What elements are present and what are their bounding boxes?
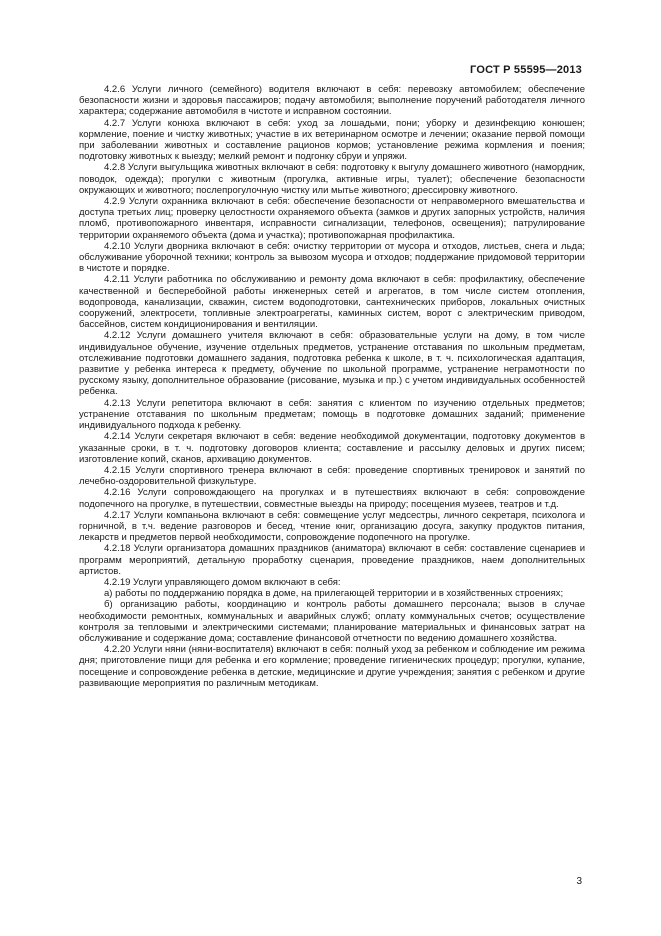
paragraph-4-2-11: 4.2.11 Услуги работника по обслуживанию и ремонту дома включают в себя: профилактику, обеспечение качественной и бесперебойной работы инженерных сетей и агрегатов, в том числе систем отопления, водопровода, канализации, скважин, систем водоподготовки, сантехнических приборов, локальных очистных сооружений, электросети, топливные электроагрегаты, каминных систем, ворот с электрическим приводом, бассейнов, систем кондиционирования и вентиляции. [79,274,585,331]
paragraph-4-2-13: 4.2.13 Услуги репетитора включают в себя: занятия с клиентом по изучению отдельных предметов; устранение отставания по школьным предметам; помощь в подготовке домашних заданий; применение индивидуального подхода к ребенку. [79,397,585,432]
paragraph-4-2-10: 4.2.10 Услуги дворника включают в себя: очистку территории от мусора и отходов, листьев, снега и льда; обслуживание уборочной техники; контроль за вывозом мусора и отходов; поддержание придомовой территории в чистоте и порядке. [79,240,585,275]
paragraph-4-2-19: 4.2.19 Услуги управляющего домом включают в себя: [104,576,341,588]
page-number: 3 [576,876,582,887]
paragraph-4-2-9: 4.2.9 Услуги охранника включают в себя: обеспечение безопасности от неправомерного вмешательства и доступа третьих лиц; проверку целостности охраняемого объекта (замков и других запорных устройств, наличия пломб, противопожарного инвентаря, исправности сигнализации, телефонов, освещения); патрулирование территории охраняемого объекта (дома и участка); противопожарная профилактика. [79,196,585,241]
paragraph-4-2-12: 4.2.12 Услуги домашнего учителя включают в себя: образовательные услуги на дому, в том числе индивидуальное обучение, изучение отдельных предметов, устранение отставания по школьным предметам, отслеживание подготовки домашнего задания, подготовка ребенка к школе, в т. ч. психологическая адаптация, развитие у ребенка интереса к предмету, обучение по школьной программе, устранение неграмотности по русскому языку, дополнительное образование (рисование, музыка и пр.) с учетом индивидуальных особенностей ребенка. [79,330,585,398]
paragraph-4-2-15: 4.2.15 Услуги спортивного тренера включают в себя: проведение спортивных тренировок и занятий по лечебно-оздоровительной физкультуре. [79,464,585,488]
paragraph-4-2-8: 4.2.8 Услуги выгульщика животных включают в себя: подготовку к выгулу домашнего животного (намордник, поводок, одежда); прогулки с животным (прогулка, активные игры, туалет); обеспечение безопасности окружающих и животного; послепрогулочную чистку или мытье животного; дрессировку животного. [79,162,585,196]
paragraph-4-2-14: 4.2.14 Услуги секретаря включают в себя: ведение необходимой документации, подготовку документов в указанные сроки, в т. ч. подготовку договоров клиента; составление и рассылку деловых и других писем; изготовление копий, сканов, архивацию документов. [79,431,585,465]
paragraph-4-2-6: 4.2.6 Услуги личного (семейного) водителя включают в себя: перевозку автомобилем; обеспечение безопасности жизни и здоровья пассажиров; подачу автомобиля; выполнение поручений работодателя личного характера; содержание автомобиля в чистоте и исправном состоянии. [79,84,585,118]
document-header: ГОСТ Р 55595—2013 [470,64,582,76]
list-item-b: б) организацию работы, координацию и контроль работы домашнего персонала; вызов в случае необходимости ремонтных, коммунальных и аварийных служб; оплату коммунальных счетов; осуществление контроля за тепловыми и электрическими системами; планирование материальных и финансовых затрат на обслуживание и содержание дома; составление финансовой отчетности по ведению домашнего хозяйства. [79,599,585,644]
list-item-a: а) работы по поддержанию порядка в доме, на прилегающей территории и в хозяйственных строениях; [104,588,564,600]
paragraph-4-2-20: 4.2.20 Услуги няни (няни-воспитателя) включают в себя: полный уход за ребенком и соблюдение им режима дня; приготовление пищи для ребенка и его кормление; проведение гигиенических процедур; прогулки, купание, посещение и сопровождение ребенка в детские, медицинские и другие учреждения; занятия с ребенком и другие развивающие мероприятия по различным методикам. [79,644,585,689]
paragraph-4-2-17: 4.2.17 Услуги компаньона включают в себя: совмещение услуг медсестры, личного секретаря, психолога и горничной, в т.ч. ведение разговоров и бесед, чтение книг, организацию досуга, закупку продуктов питания, лекарств и предметов первой необходимости, сопровождение подопечного на прогулке. [79,509,585,544]
paragraph-4-2-16: 4.2.16 Услуги сопровождающего на прогулках и в путешествиях включают в себя: сопровождение подопечного на прогулке, в путешествии, совместные выезды на природу; посещения музеев, театров и т.д. [79,487,585,510]
paragraph-4-2-18: 4.2.18 Услуги организатора домашних праздников (аниматора) включают в себя: составление сценариев и программ мероприятий, детальную проработку сценария, проведение праздников, наем дополнительных артистов. [79,543,585,577]
document-body [79,84,585,689]
paragraph-4-2-7: 4.2.7 Услуги конюха включают в себя: уход за лошадьми, пони; уборку и дезинфекцию конюшен; кормление, поение и чистку животных; участие в их ветеринарном осмотре и лечении; оказание первой помощи при заболевании животных и составление рационов кормов; установление режима кормления и поения; подготовку животных к выезду; мелкий ремонт и подгонку сбруи и упряжи. [79,117,585,163]
